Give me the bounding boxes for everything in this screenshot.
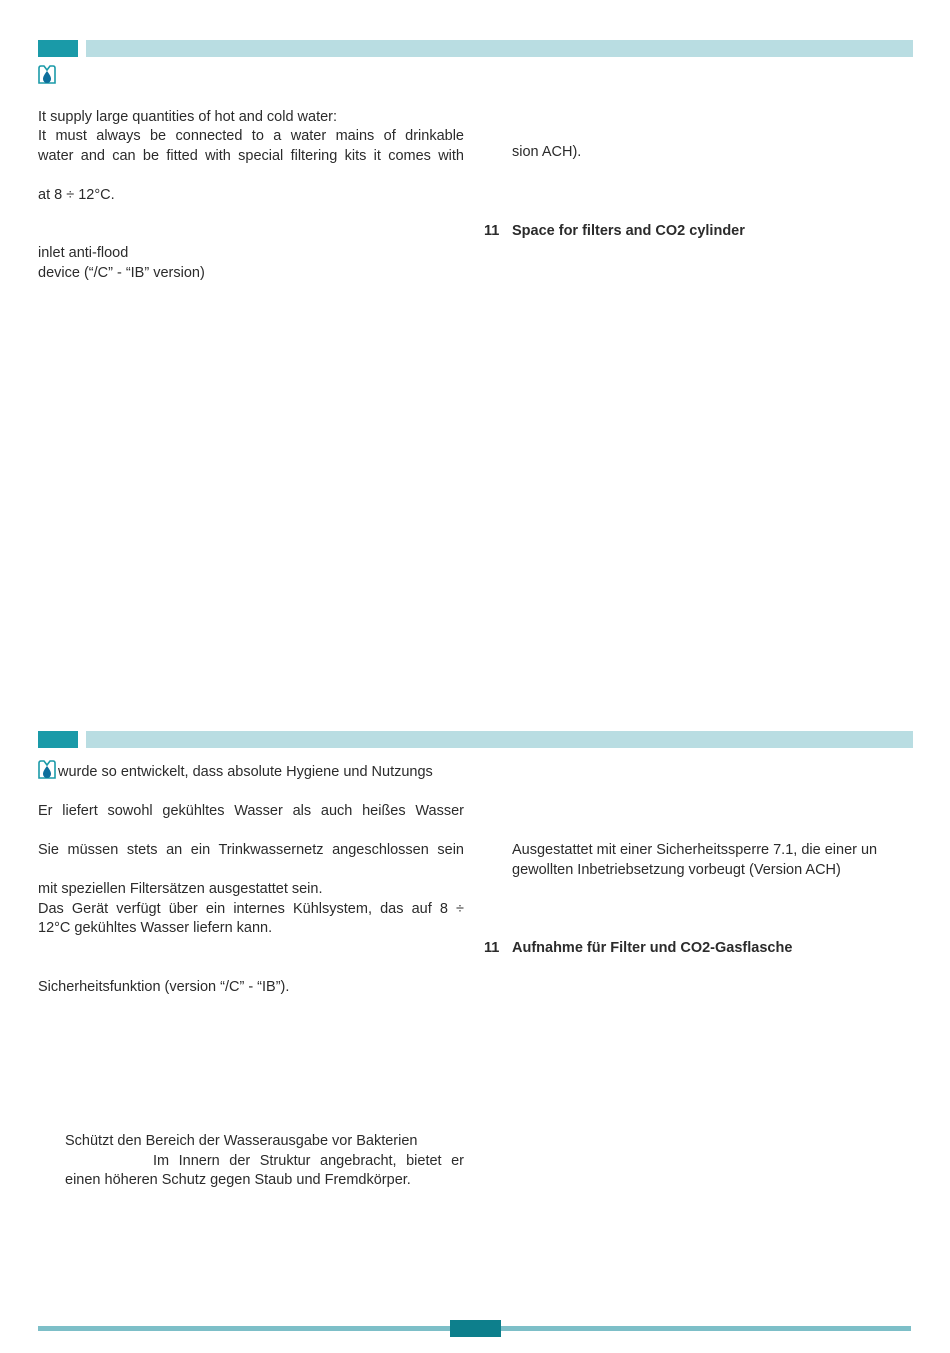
footer-page-tab: [450, 1320, 501, 1337]
de-paragraph-line: Sie müssen stets an ein Trinkwassernetz angeschlossen sein: [38, 842, 464, 858]
en-item-label: Space for filters and CO2 cylinder: [512, 223, 745, 239]
en-paragraph-line: device (“/C” - “IB” version): [38, 265, 205, 281]
en-paragraph-line: inlet anti-flood: [38, 245, 129, 261]
de-paragraph-line: Er liefert sowohl gekühltes Wasser als auch heißes Wasser: [38, 803, 464, 819]
de-paragraph-line: Sicherheitsfunktion (version “/C” - “IB”).: [38, 979, 290, 995]
de-paragraph-line: mit speziellen Filtersätzen ausgestattet sein.: [38, 881, 323, 897]
water-drop-logo-icon: [38, 760, 56, 780]
en-right-text: sion ACH).: [512, 144, 582, 160]
de-paragraph-line: Schützt den Bereich der Wasserausgabe vor Bakterien: [65, 1133, 418, 1149]
en-paragraph-line: at 8 ÷ 12°C.: [38, 187, 115, 203]
de-paragraph-line: wurde so entwickelt, dass absolute Hygiene und Nutzungs: [58, 764, 433, 780]
en-paragraph-line: water and can be fitted with special filtering kits it comes with: [38, 148, 464, 164]
en-item-number: 11: [484, 223, 500, 239]
section-header-bar-en: [86, 40, 913, 57]
de-right-line: gewollten Inbetriebsetzung vorbeugt (Version ACH): [512, 862, 841, 878]
de-item-label: Aufnahme für Filter und CO2-Gasflasche: [512, 940, 793, 956]
section-header-tab-de: [38, 731, 78, 748]
water-drop-logo-icon: [38, 65, 56, 85]
de-paragraph-line: 12°C gekühltes Wasser liefern kann.: [38, 920, 273, 936]
de-paragraph-line: Im Innern der Struktur angebracht, bietet er: [153, 1153, 464, 1169]
en-paragraph-line: It supply large quantities of hot and cold water:: [38, 109, 338, 125]
de-paragraph-line: Das Gerät verfügt über ein internes Kühlsystem, das auf 8 ÷: [38, 901, 464, 917]
de-item-number: 11: [484, 940, 500, 956]
de-right-line: Ausgestattet mit einer Sicherheitssperre 7.1, die einer un: [512, 842, 878, 858]
section-header-bar-de: [86, 731, 913, 748]
en-paragraph-line: It must always be connected to a water mains of drinkable: [38, 128, 464, 144]
de-paragraph-line: einen höheren Schutz gegen Staub und Fremdkörper.: [65, 1172, 411, 1188]
section-header-tab-en: [38, 40, 78, 57]
